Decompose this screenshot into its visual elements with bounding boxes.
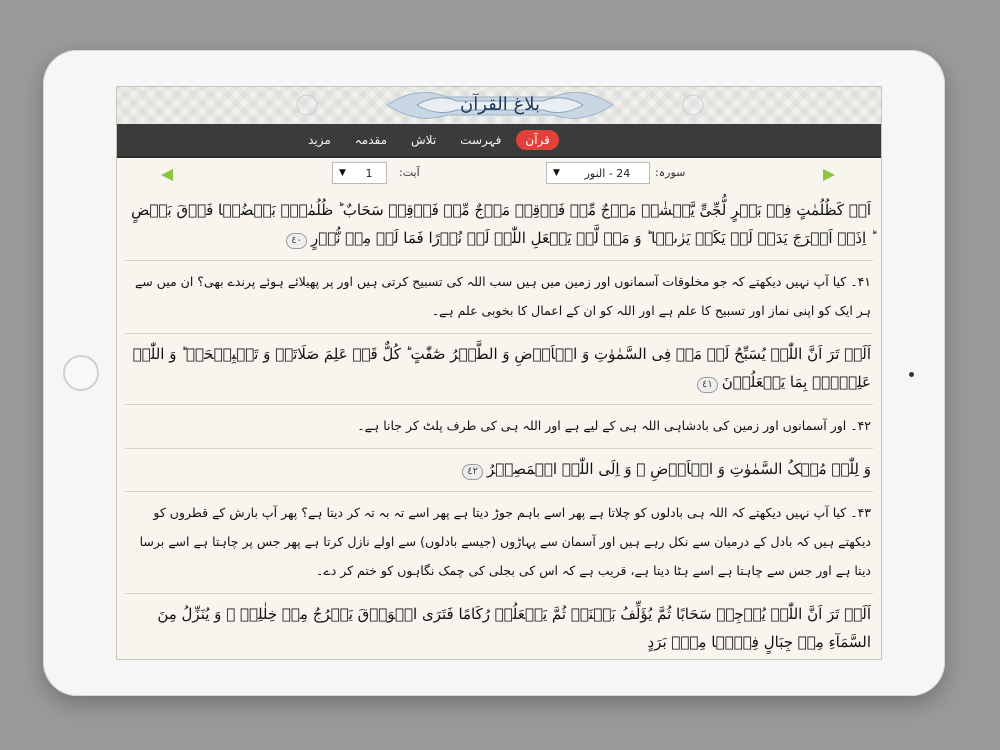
next-arrow-icon[interactable] [823, 169, 835, 181]
ayah-number-marker: ٤٠ [286, 233, 307, 249]
chevron-down-icon: ▼ [339, 168, 346, 178]
site-logo[interactable]: بلاغ القرآن [460, 94, 540, 115]
nav-more[interactable]: مزید [308, 133, 331, 147]
urdu-translation-row [125, 405, 873, 449]
arabic-verse-text: اَوۡ کَظُلُمٰتٍ فِیۡ بَحۡرٍ لُّجِّیٍّ یَّغۡشٰہُ مَوۡجٌ مِّنۡ فَوۡقِہٖ مَوۡجٌ مِّنۡ فَوۡقِہٖ سَحَابٌ ؕ ظُلُمٰتٌۢ بَعۡضُہَا فَوۡقَ بَعۡضٍ ؕ اِذَاۤ اَخۡرَجَ یَدَہٗ لَمۡ یَکَدۡ یَرٰىہَا ؕ وَ مَنۡ لَّمۡ یَجۡعَلِ اللّٰہُ لَہٗ نُوۡرًا فَمَا لَہٗ مِنۡ نُّوۡرٍ [131, 201, 871, 247]
translation-text: ۴۲۔ اور آسمانوں اور زمین کی بادشاہی اللہ ہی کے لیے ہے اور اللہ ہی کی طرف پلٹ کر جانا ہے۔ [357, 418, 871, 433]
arabic-verse-row [125, 449, 873, 492]
nav-quran[interactable]: قرآن [516, 130, 559, 150]
app-screen [116, 86, 882, 660]
ayah-label: آیت: [399, 166, 420, 179]
urdu-translation-row [125, 261, 873, 334]
arabic-verse-text: اَلَمۡ تَرَ اَنَّ اللّٰہَ یُزۡجِیۡ سَحَابًا ثُمَّ یُؤَلِّفُ بَیۡنَہٗ ثُمَّ یَجۡعَلُہٗ رُکَامًا فَتَرَی الۡوَدۡقَ یَخۡرُجُ مِنۡ خِلٰلِہٖ ۚ وَ یُنَزِّلُ مِنَ السَّمَآءِ مِنۡ جِبَالٍ فِیۡہَا مِنۡۢ بَرَدٍ [157, 605, 871, 651]
prev-arrow-icon[interactable] [161, 169, 173, 181]
header-banner [117, 87, 881, 124]
ayah-number-marker: ٤١ [697, 377, 718, 393]
surah-select-value: 24 - النور [584, 166, 631, 180]
surah-select[interactable] [546, 162, 650, 184]
surah-label: سورہ: [655, 166, 686, 179]
main-nav [117, 124, 881, 158]
ayah-select[interactable] [332, 162, 387, 184]
verse-list [117, 190, 881, 660]
nav-search[interactable]: تلاش [411, 133, 437, 147]
urdu-translation-row [125, 492, 873, 594]
home-button[interactable] [63, 355, 99, 391]
selector-bar [117, 158, 881, 190]
arabic-verse-text: اَلَمۡ تَرَ اَنَّ اللّٰہَ یُسَبِّحُ لَہٗ مَنۡ فِی السَّمٰوٰتِ وَ الۡاَرۡضِ وَ الطَّیۡرُ صٰٓفّٰتٍ ؕ کُلٌّ قَدۡ عَلِمَ صَلَاتَہٗ وَ تَسۡبِیۡحَہٗ ؕ وَ اللّٰہُ عَلِیۡمٌۢ بِمَا یَفۡعَلُوۡنَ [132, 345, 871, 391]
nav-index[interactable]: فہرست [460, 133, 502, 147]
nav-introduction[interactable]: مقدمہ [354, 133, 388, 147]
translation-text: ۴۱۔ کیا آپ نہیں دیکھتے کہ جو مخلوقات آسمانوں اور زمین میں ہیں سب اللہ کی تسبیح کرتی ہیں اور پر پھیلائے ہوئے پرندے بھی؟ ان میں سے ہر ایک کو اپنی نماز اور تسبیح کا علم ہے اور اللہ کو ان کے اعمال کا بخوبی علم ہے۔ [134, 274, 871, 318]
ayah-select-value: 1 [365, 166, 373, 180]
arabic-verse-row [125, 594, 873, 660]
translation-text: ۴۳۔ کیا آپ نہیں دیکھتے کہ اللہ ہی بادلوں کو چلاتا ہے پھر اسے باہم جوڑ دیتا ہے پھر اسے تہ بہ تہ کر دیتا ہے؟ پھر آپ بارش کے قطروں کو دیکھتے ہیں کہ بادل کے درمیان سے نکل رہے ہیں اور آسمان سے پہاڑوں (جیسے بادلوں) سے اولے نازل کرتا ہے پھر جس پر چاہتا ہے اسے برسا دیتا ہے اور جس سے چاہتا ہے اسے ہٹا دیتا ہے، قریب ہے کہ اس کی بجلی کی چمک نگاہوں کو ختم کر دے۔ [139, 505, 871, 578]
arabic-verse-row [125, 190, 873, 261]
arabic-verse-row [125, 334, 873, 405]
chevron-down-icon: ▼ [553, 168, 560, 178]
arabic-verse-text: وَ لِلّٰہِ مُلۡکُ السَّمٰوٰتِ وَ الۡاَرۡضِ ۚ وَ اِلَی اللّٰہِ الۡمَصِیۡرُ [486, 460, 871, 478]
camera-dot [909, 372, 914, 377]
ayah-number-marker: ٤٢ [462, 464, 483, 480]
